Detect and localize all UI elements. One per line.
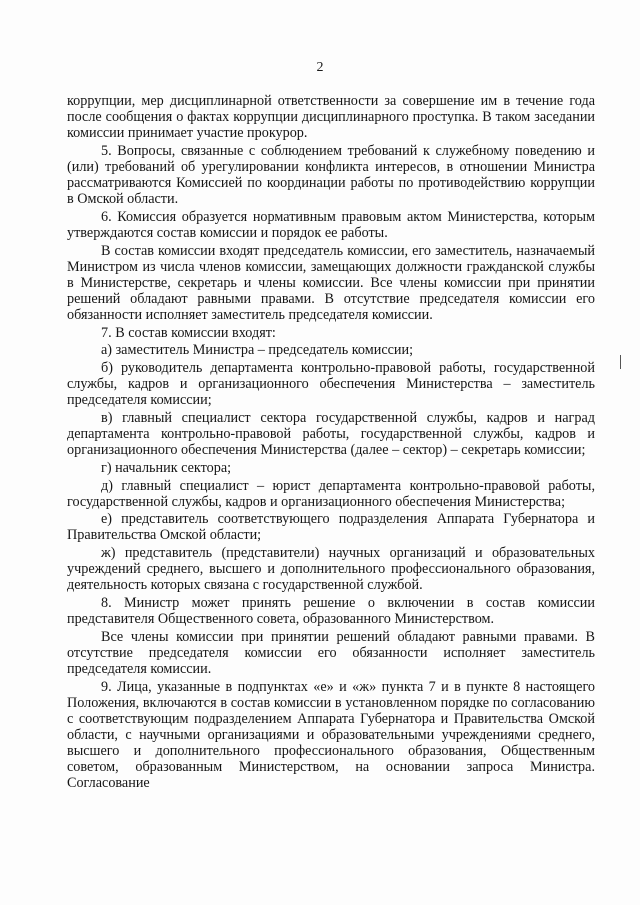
list-item-zh: ж) представитель (представители) научных организаций и образовательных учреждений среднего, высшего и дополнительного профессионального образования, деятельность которых связана с государственной службой. [67, 545, 595, 594]
paragraph-continuation: коррупции, мер дисциплинарной ответственности за совершение им в течение года после сообщения о фактах коррупции дисциплинарного проступка. В таком заседании комиссии принимает участие прокурор. [67, 93, 595, 142]
paragraph-item-8: 8. Министр может принять решение о включении в состав комиссии представителя Общественного совета, образованного Министерством. [67, 594, 595, 628]
paragraph-item-5: 5. Вопросы, связанные с соблюдением требований к служебному поведению и (или) требований об урегулировании конфликта интересов, в отношении Министра рассматриваются Комиссией по координации работы по противодействию коррупции в Омской области. [67, 142, 595, 208]
list-item-a: а) заместитель Министра – председатель комиссии; [101, 342, 414, 359]
list-item-d: д) главный специалист – юрист департамента контрольно-правовой работы, государственной службы, кадров и организационного обеспечения Министерства; [67, 477, 595, 510]
document-body [67, 93, 595, 793]
list-item-v: в) главный специалист сектора государственной службы, кадров и наград департамента контрольно-правовой работы, государственной службы, кадров и организационного обеспечения Министерства (далее – сектор) – секретарь комиссии; [67, 409, 595, 459]
paragraph-item-6: 6. Комиссия образуется нормативным правовым актом Министерства, которым утверждаются состав комиссии и порядок ее работы. [67, 208, 595, 241]
list-item-g: г) начальник сектора; [101, 459, 232, 476]
paragraph-item-7: 7. В состав комиссии входят: [101, 324, 276, 341]
paragraph-commission-composition: В состав комиссии входят председатель комиссии, его заместитель, назначаемый Министром из числа членов комиссии, замещающих должности гражданской службы в Министерстве, секретарь и члены комиссии. Все члены комиссии при принятии решений обладают равными правами. В отсутствие председателя комиссии его обязанности исполняет заместитель председателя комиссии. [67, 242, 595, 323]
paragraph-item-9: 9. Лица, указанные в подпунктах «е» и «ж» пункта 7 и в пункте 8 настоящего Положения, включаются в состав комиссии в установленном порядке по согласованию с соответствующим подразделением Аппарата Губернатора и Правительства Омской области, с научными организациями и образовательными учреждениями среднего, высшего и дополнительного профессионального образования, Общественным советом, образованным Министерством, на основании запроса Министра. Согласование [67, 678, 595, 792]
list-item-b: б) руководитель департамента контрольно-правовой работы, государственной службы, кадров и организационного обеспечения Министерства – заместитель председателя комиссии; [67, 360, 595, 409]
page-number: 2 [316, 60, 324, 75]
scan-margin-mark [620, 355, 621, 369]
paragraph-equal-rights: Все члены комиссии при принятии решений обладают равными правами. В отсутствие председателя комиссии его обязанности исполняет заместитель председателя комиссии. [67, 628, 595, 677]
list-item-e: е) представитель соответствующего подразделения Аппарата Губернатора и Правительства Омской области; [67, 511, 595, 544]
